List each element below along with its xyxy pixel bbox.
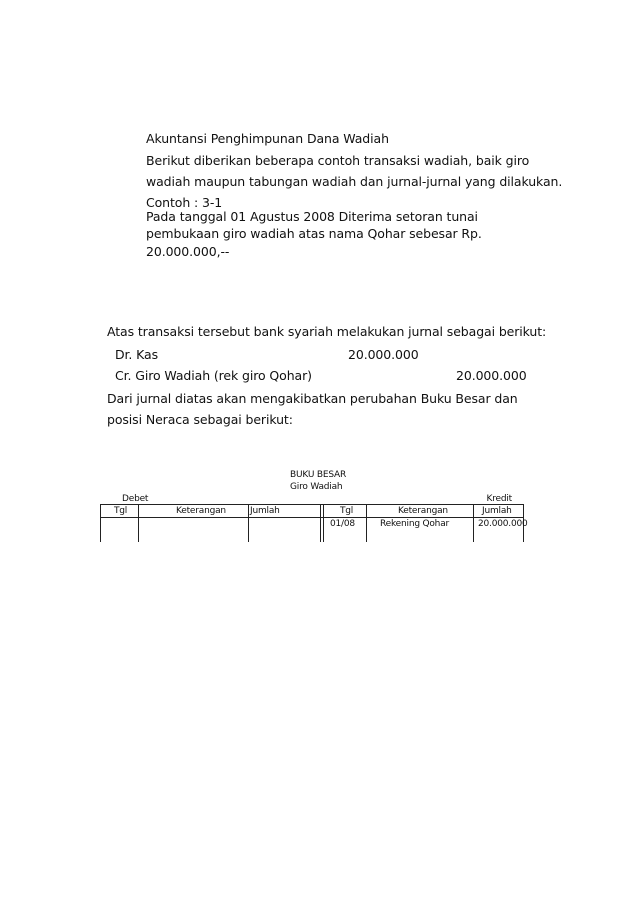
col-header-credit-amount: Jumlah (482, 506, 512, 516)
journal-intro: Atas transaksi tersebut bank syariah melakukan jurnal sebagai berikut: (107, 324, 547, 339)
example-label: Contoh : 3-1 (146, 195, 223, 210)
credit-account: Cr. Giro Wadiah (rek giro Qohar) (115, 368, 312, 383)
col-header-credit-description: Keterangan (398, 506, 448, 516)
col-header-debit-amount: Jumlah (250, 506, 280, 516)
ledger-col-border (100, 504, 101, 542)
effect-line-1: Dari jurnal diatas akan mengakibatkan perubahan Buku Besar dan (107, 391, 518, 406)
ledger-col-border (320, 504, 321, 542)
effect-line-2: posisi Neraca sebagai berikut: (107, 412, 293, 427)
credit-label: Kredit (486, 494, 512, 504)
ledger-subtitle: Giro Wadiah (290, 482, 343, 492)
ledger-title: BUKU BESAR (290, 470, 347, 480)
ledger-col-border (323, 504, 324, 542)
ledger-col-border (248, 504, 249, 542)
section-heading: Akuntansi Penghimpunan Dana Wadiah (146, 131, 389, 146)
ledger-col-border (366, 504, 367, 542)
debit-amount: 20.000.000 (348, 347, 419, 362)
credit-entry-amount: 20.000.000 (478, 519, 528, 529)
intro-line-4: pembukaan giro wadiah atas nama Qohar sebesar Rp. (146, 226, 482, 241)
ledger-table (100, 504, 528, 542)
credit-entry-description: Rekening Qohar (380, 519, 450, 529)
credit-entry-date: 01/08 (330, 519, 355, 529)
intro-line-1: Berikut diberikan beberapa contoh transaksi wadiah, baik giro (146, 153, 530, 168)
intro-line-5: 20.000.000,-- (146, 244, 230, 259)
ledger-top-border (100, 504, 524, 505)
col-header-debit-date: Tgl (114, 506, 128, 516)
credit-amount: 20.000.000 (456, 368, 527, 383)
col-header-credit-date: Tgl (340, 506, 354, 516)
debit-label: Debet (122, 494, 149, 504)
intro-line-2: wadiah maupun tabungan wadiah dan jurnal-jurnal yang dilakukan. (146, 174, 563, 189)
debit-account: Dr. Kas (115, 347, 159, 362)
ledger-header-border (100, 517, 524, 518)
col-header-debit-description: Keterangan (176, 506, 226, 516)
ledger-col-border (138, 504, 139, 542)
intro-line-3: Pada tanggal 01 Agustus 2008 Diterima setoran tunai (146, 209, 478, 224)
ledger-col-border (473, 504, 474, 542)
